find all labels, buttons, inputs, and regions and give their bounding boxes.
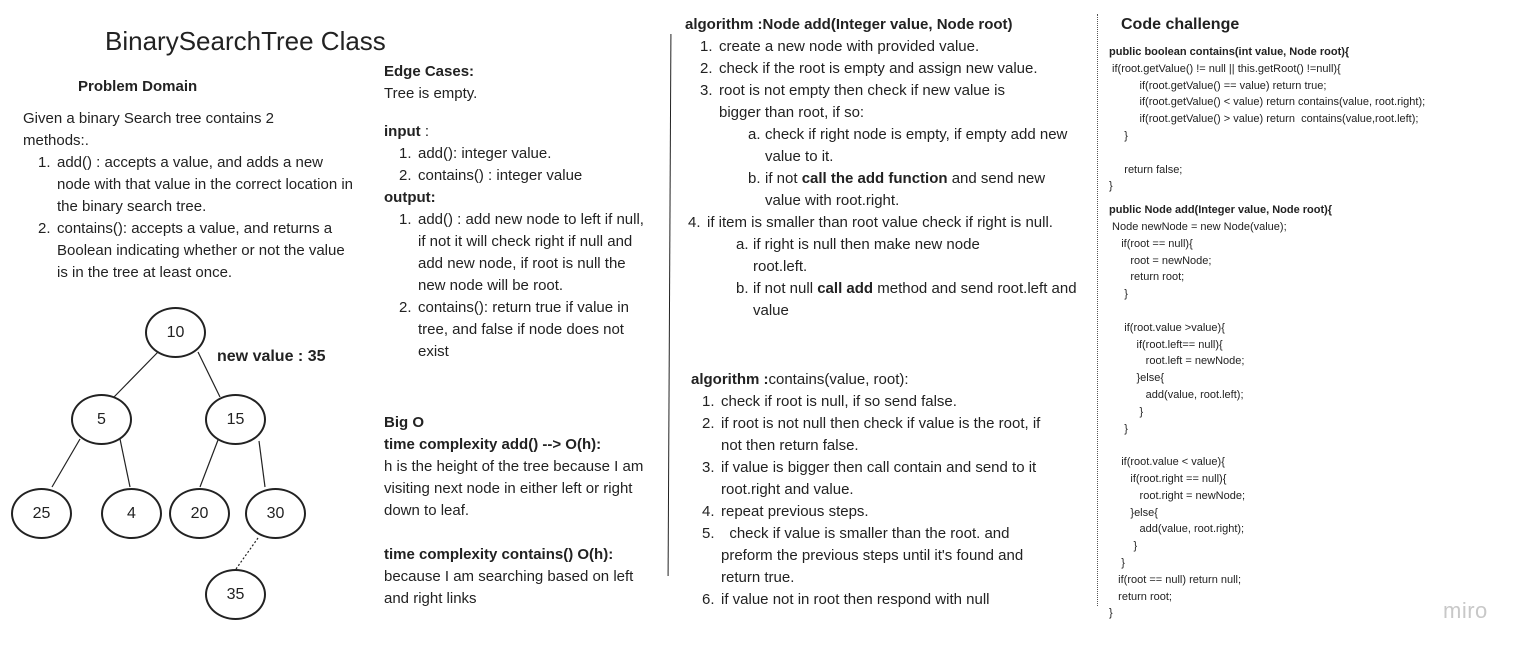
output-item-num: 1. — [399, 211, 412, 228]
problem-domain — [23, 108, 353, 284]
page-title: BinarySearchTree Class — [105, 26, 386, 56]
input-item-num: 2. — [399, 167, 412, 184]
problem-item — [23, 218, 353, 284]
input-item — [384, 143, 646, 165]
edge-30-35-dotted — [236, 538, 258, 569]
contains-complexity-text: because I am searching based on left and right links — [384, 568, 634, 607]
algorithm-add-substep-text: if not null — [753, 280, 818, 297]
code-challenge-heading: Code challenge — [1121, 16, 1240, 33]
algorithm-add-substep-text: if not — [765, 170, 802, 187]
algorithm-contains-step-text: check if value is smaller than the root. and preform the previous steps until it's found and return true. — [721, 525, 1028, 586]
add-signature: public Node add(Integer value, Node root){ — [1109, 204, 1333, 217]
algorithm-contains-heading-rest: contains(value, root): — [768, 371, 909, 388]
call-add-bold: call add — [817, 280, 874, 297]
algorithm-add-substep: a. if right is null then make new node root.left. — [707, 234, 1080, 278]
edge-5-4 — [120, 439, 130, 487]
output-item — [384, 297, 646, 363]
problem-item-num: 2. — [38, 220, 51, 237]
new-value-label: new value : 35 — [217, 348, 326, 365]
algorithm-add-step-text: root is not empty then check if new value is bigger than root, if so: — [719, 82, 1005, 121]
algorithm-add-step: 1. create a new node with provided value. — [700, 38, 980, 55]
input-colon: : — [420, 123, 429, 140]
edge-15-30 — [259, 441, 265, 487]
input-item-text: add(): integer value. — [418, 145, 552, 162]
algorithm-contains-step: 6. if value not in root then respond with null — [702, 591, 990, 608]
algorithm-add-substep-text-tail: and send new value with root.right. — [765, 170, 1046, 209]
algorithm-add-step: 2. check if the root is empty and assign new value. — [700, 60, 1038, 77]
problem-item-num: 1. — [38, 154, 51, 171]
input-item-text: contains() : integer value — [418, 167, 583, 184]
input-heading — [384, 121, 646, 143]
big-o-heading: Big O — [384, 414, 424, 431]
algorithm-contains-step: 2. if root is not null then check if value is the root, if not then return false. — [702, 415, 1041, 454]
code-block — [1109, 44, 1519, 622]
algorithm-add-step-text: if item is smaller than root value check if right is null. — [707, 214, 1053, 231]
tree-node-4: 4 — [101, 488, 162, 539]
contains-complexity-heading: time complexity contains() O(h): — [384, 546, 614, 563]
algorithm-add-substep-text: check if right node is empty, if empty add new value to it. — [765, 126, 1068, 165]
edge-cases-heading: Edge Cases: — [384, 63, 475, 80]
add-complexity-heading: time complexity add() --> O(h): — [384, 436, 602, 453]
algorithm-add-step: 4. if item is smaller than root value check if right is null. a. if right is null then make new node root.left. b. if not null call add method and send root.left and value — [673, 212, 1080, 322]
algorithm-add-heading: algorithm :Node add(Integer value, Node root) — [685, 16, 1013, 33]
algorithm-add-step-text: create a new node with provided value. — [719, 38, 980, 55]
contains-body: if(root.getValue() != null || this.getRoot() !=null){ if(root.getValue() == value) return true; if(root.getValue() < value) return contains(value, root.right); if(root.getValue() > value) return contains(value,root.left); } return false; } — [1109, 62, 1426, 193]
miro-logo: miro — [1443, 598, 1488, 623]
output-item-text: contains(): return true if value in tree, and false if node does not exist — [418, 299, 629, 360]
algorithm-add-substep-text: if right is null then make new node root.left. — [753, 236, 980, 275]
edge-5-25 — [52, 439, 80, 487]
input-label: input — [384, 123, 421, 140]
algorithm-add-section — [685, 14, 1080, 322]
input-item-num: 1. — [399, 145, 412, 162]
algorithm-add-step-text: check if the root is empty and assign new value. — [719, 60, 1038, 77]
input-item — [384, 165, 646, 187]
algorithm-contains-section — [691, 369, 1051, 611]
edge-15-20 — [200, 440, 218, 487]
tree-node-25: 25 — [11, 488, 72, 539]
problem-intro: Given a binary Search tree contains 2 methods:. — [23, 110, 274, 149]
algorithm-contains-heading — [691, 369, 1051, 391]
algorithm-contains-step: 4. repeat previous steps. — [702, 503, 869, 520]
output-item — [384, 209, 646, 297]
algorithm-add-step: 3. root is not empty then check if new value is bigger than root, if so: a. check if right node is empty, if empty add new value to it. b. if not call the add function and send new value with root.right. — [685, 80, 1080, 212]
tree-node-35: 35 — [205, 569, 266, 620]
algorithm-contains-step-text: if value is bigger then call contain and send to it root.right and value. — [721, 459, 1037, 498]
algorithm-add-substep-text-tail: method and send root.left and value — [753, 280, 1077, 319]
algorithm-contains-step-text: if value not in root then respond with null — [721, 591, 990, 608]
algorithm-contains-step: 3. if value is bigger then call contain and send to it root.right and value. — [702, 459, 1037, 498]
edge-cases-text: Tree is empty. — [384, 85, 478, 102]
edge-cases-section — [384, 61, 646, 363]
code-divider — [1097, 14, 1098, 606]
tree-node-20: 20 — [169, 488, 230, 539]
output-heading: output: — [384, 189, 436, 206]
algorithm-contains-step: 1. check if root is null, if so send false. — [702, 393, 957, 410]
column-divider — [668, 34, 672, 576]
problem-item — [23, 152, 353, 218]
add-body: Node newNode = new Node(value); if(root == null){ root = newNode; return root; } if(root.value >value){ if(root.left== null){ root.left = newNode; }else{ add(value, root.left); } } if(root.value < value){ if(root.right == null){ root.right = newNode; }else{ add(value, root.right); } } if(root == null) return null; return root; } — [1109, 220, 1287, 620]
output-item-text: add() : add new node to left if null, if not it will check right if null and add new node, if root is null the new node will be root. — [418, 211, 644, 294]
tree-node-30: 30 — [245, 488, 306, 539]
tree-node-15: 15 — [205, 394, 266, 445]
problem-domain-heading: Problem Domain — [78, 78, 198, 95]
output-item-num: 2. — [399, 299, 412, 316]
edge-10-5 — [114, 352, 158, 397]
problem-item-text: add() : accepts a value, and adds a new node with that value in the correct location in the binary search tree. — [57, 154, 354, 215]
big-o-section — [384, 412, 646, 610]
call-add-function-bold: call the add function — [801, 170, 948, 187]
algorithm-contains-step: 5. check if value is smaller than the root. and preform the previous steps until it's found and return true. — [702, 525, 1028, 586]
algorithm-add-substep: a. check if right node is empty, if empty add new value to it. — [748, 126, 1068, 165]
add-complexity-text: h is the height of the tree because I am visiting next node in either left or right down to leaf. — [384, 458, 644, 519]
algorithm-add-substep: b. if not call the add function and send new value with root.right. — [748, 170, 1046, 209]
algorithm-contains-step-text: if root is not null then check if value is the root, if not then return false. — [721, 415, 1041, 454]
algorithm-contains-step-text: check if root is null, if so send false. — [721, 393, 957, 410]
algorithm-contains-heading-bold: algorithm : — [691, 371, 769, 388]
problem-item-text: contains(): accepts a value, and returns a Boolean indicating whether or not the value is in the tree at least once. — [57, 220, 345, 281]
contains-signature: public boolean contains(int value, Node root){ — [1109, 46, 1350, 58]
algorithm-add-substep: b. if not null call add method and send root.left and value — [736, 280, 1077, 319]
tree-node-5: 5 — [71, 394, 132, 445]
algorithm-contains-step-text: repeat previous steps. — [721, 503, 869, 520]
tree-node-10: 10 — [145, 307, 206, 358]
